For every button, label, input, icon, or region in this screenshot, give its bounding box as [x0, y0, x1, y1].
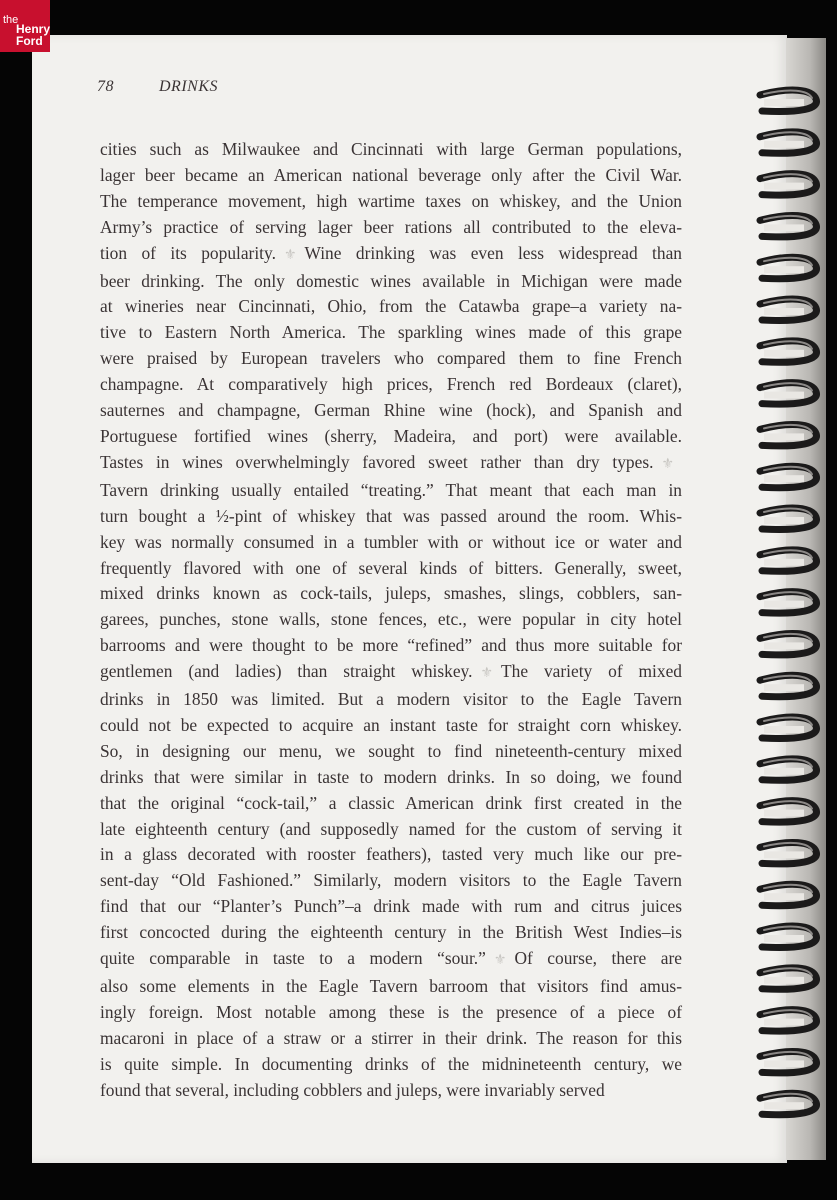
text-line: garees, punches, stone walls, stone fences, etc., were popular in city hotel [100, 609, 682, 630]
spiral-coil [760, 675, 817, 696]
text-line: cities such as Milwaukee and Cincinnati with large German populations, [100, 139, 682, 159]
spiral-coil [760, 759, 817, 780]
text-line: champagne. At comparatively high prices, French red Bordeaux (claret), [100, 374, 682, 395]
section-title: DRINKS [159, 78, 218, 95]
text-line: gentlemen (and ladies) than straight whiskey. ⚜ The variety of mixed [100, 661, 682, 682]
spiral-coil [760, 884, 817, 905]
text-line: key was normally consumed in a tumbler with or without ice or water and [100, 531, 682, 552]
text-line: ingly foreign. Most notable among these is the presence of a piece of [100, 1001, 682, 1022]
text-line: first concocted during the eighteenth century in the British West Indies–is [100, 922, 682, 943]
text-line: beer drinking. The only domestic wines available in Michigan were made [100, 270, 682, 291]
body-text [100, 137, 682, 1104]
spiral-coil [760, 633, 817, 654]
spiral-coil [760, 257, 817, 278]
text-line: lager beer became an American national beverage only after the Civil War. [100, 164, 682, 185]
spiral-coil [760, 424, 817, 445]
logo-henry: Henry [16, 22, 51, 36]
text-line: were praised by European travelers who compared them to fine French [100, 348, 682, 369]
spiral-coil [760, 968, 817, 989]
text-line: frequently flavored with one of several kinds of bitters. Generally, sweet, [100, 557, 682, 578]
text-line: sent-day “Old Fashioned.” Similarly, modern visitors to the Eagle Tavern [100, 870, 682, 891]
running-header [97, 78, 218, 96]
spiral-coil [760, 341, 817, 362]
logo-the: the [3, 14, 19, 26]
text-line: found that several, including cobblers and juleps, were invariably served [100, 1079, 605, 1100]
spiral-coil [760, 592, 817, 613]
text-line: late eighteenth century (and supposedly named for the custom of serving it [100, 818, 682, 839]
spiral-coil [760, 801, 817, 822]
text-line: mixed drinks known as cock-tails, juleps, smashes, slings, cobblers, san- [100, 583, 682, 604]
text-line: find that our “Planter’s Punch”–a drink made with rum and citrus juices [100, 896, 682, 917]
fleur-de-lis-icon: ⚜ [283, 247, 297, 263]
logo-ford: Ford [16, 34, 43, 48]
spiral-coil [760, 383, 817, 404]
spiral-coil [760, 842, 817, 863]
text-line: barrooms and were thought to be more “refined” and thus more suitable for [100, 635, 682, 656]
fleur-de-lis-icon: ⚜ [480, 666, 494, 682]
text-line: tion of its popularity. ⚜ Wine drinking was even less widespread than [100, 242, 683, 263]
spiral-coil [760, 299, 817, 320]
text-line: also some elements in the Eagle Tavern barroom that visitors find amus- [100, 976, 682, 996]
spiral-binding [750, 85, 830, 1125]
text-line: So, in designing our menu, we sought to find nineteenth-century mixed [100, 740, 682, 761]
text-line: in a glass decorated with rooster feathers), tasted very much like our pre- [100, 844, 682, 865]
text-line: turn bought a ½-pint of whiskey that was passed around the room. Whis- [100, 505, 682, 526]
text-line: could not be expected to acquire an instant taste for straight corn whiskey. [100, 714, 682, 735]
spiral-coil [760, 1093, 817, 1114]
spiral-coil [760, 1051, 817, 1072]
henry-ford-logo [0, 0, 50, 52]
text-line: The temperance movement, high wartime taxes on whiskey, and the Union [100, 190, 682, 211]
spiral-coil [760, 174, 817, 195]
text-line: Army’s practice of serving lager beer rations all contributed to the eleva- [100, 216, 682, 237]
text-line: tive to Eastern North America. The sparkling wines made of this grape [100, 322, 682, 343]
text-line: at wineries near Cincinnati, Ohio, from the Catawba grape–a variety na- [100, 296, 682, 317]
spiral-coil [760, 926, 817, 947]
text-line: drinks in 1850 was limited. But a modern visitor to the Eagle Tavern [100, 689, 682, 710]
text-line: macaroni in place of a straw or a stirrer in their drink. The reason for this [100, 1027, 682, 1048]
text-line: drinks that were similar in taste to modern drinks. In so doing, we found [100, 766, 682, 787]
spiral-coil [760, 1010, 817, 1031]
text-line: that the original “cock-tail,” a classic American drink first created in the [100, 792, 682, 813]
text-line: quite comparable in taste to a modern “sour.” ⚜ Of course, there are [100, 948, 682, 969]
spiral-coil [760, 132, 817, 153]
text-line: sauternes and champagne, German Rhine wine (hock), and Spanish and [100, 400, 682, 421]
spiral-coil [760, 466, 817, 487]
spiral-coil [760, 215, 817, 236]
fleur-de-lis-icon: ⚜ [661, 456, 674, 472]
spiral-coil [760, 90, 817, 111]
spiral-coil [760, 550, 817, 571]
page-number: 78 [97, 78, 114, 95]
text-line: Portuguese fortified wines (sherry, Madeira, and port) were available. [100, 425, 682, 446]
text-line: is quite simple. In documenting drinks of the midnineteenth century, we [100, 1053, 682, 1074]
fleur-de-lis-icon: ⚜ [493, 953, 507, 969]
spiral-coil [760, 508, 817, 529]
text-line: Tastes in wines overwhelmingly favored sweet rather than dry types. ⚜ [100, 450, 682, 478]
text-line: Tavern drinking usually entailed “treating.” That meant that each man in [100, 479, 682, 500]
spiral-coil [760, 717, 817, 738]
